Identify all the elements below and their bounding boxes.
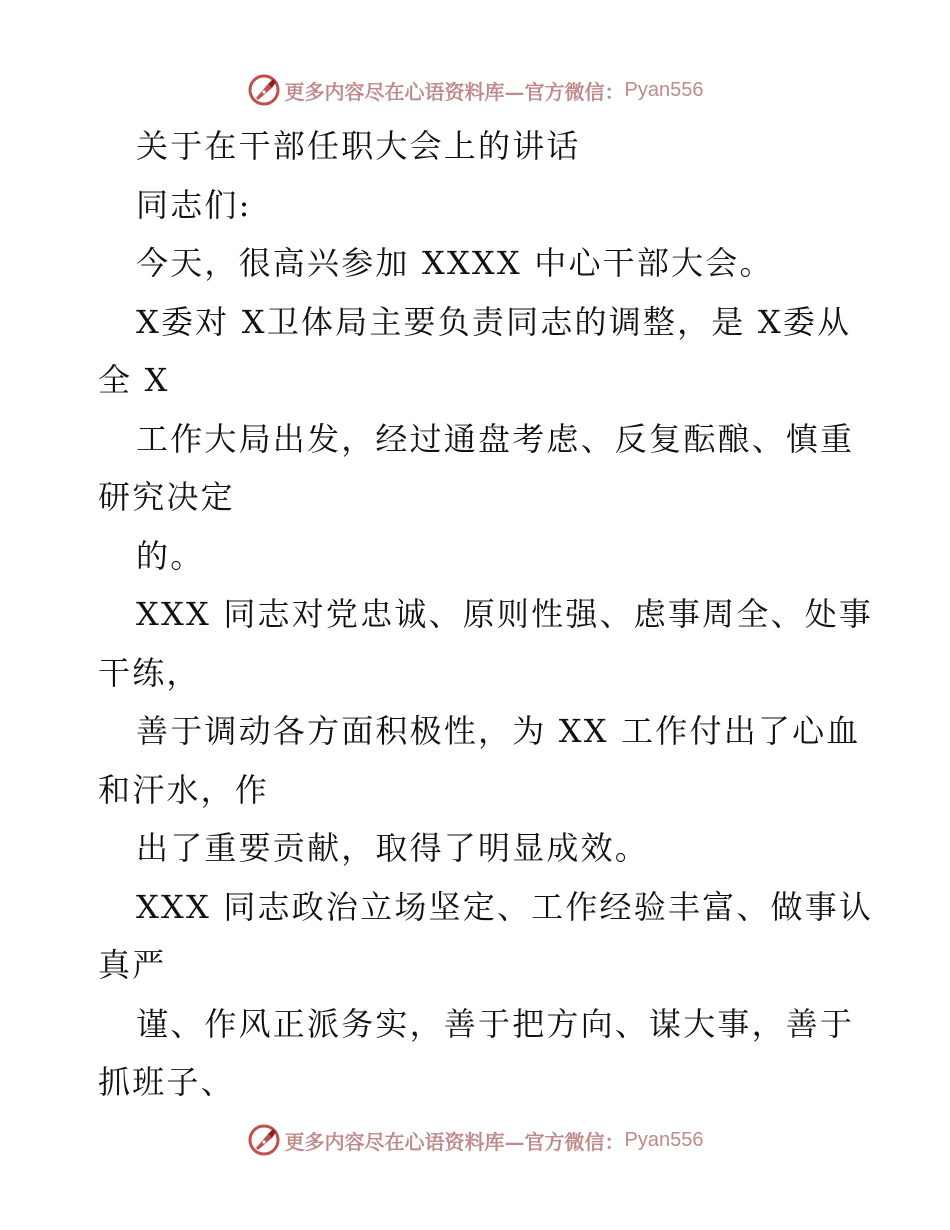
paragraph-line: 干练， [98,653,201,692]
paragraph-line: X委对 X卫体局主要负责同志的调整，是 X委从 [136,302,852,341]
paragraph-line: 抓班子、 [98,1063,235,1101]
document-title: 关于在干部任职大会上的讲话 [136,127,581,165]
paragraph-line: 和汗水，作 [98,770,270,809]
paragraph-line: XXX 同志政治立场坚定、工作经验丰富、做事认 [136,887,874,926]
paragraph-line: 谨、作风正派务实，善于把方向、谋大事，善于 [136,1004,855,1043]
watermark-wechat-id: Pyan556 [624,78,704,101]
pen-nib-logo-icon [247,1123,281,1157]
paragraph-line: 工作大局出发，经过通盘考虑、反复酝酿、慎重 [136,419,855,458]
paragraph-line: 全 X [98,361,170,399]
paragraph-line: 善于调动各方面积极性，为 XX 工作付出了心血 [136,712,861,750]
paragraph-line: 研究决定 [98,478,235,516]
document-body [98,117,874,1112]
footer-watermark [0,1122,950,1158]
paragraph-line: XXX 同志对党忠诚、原则性强、虑事周全、处事 [136,595,874,633]
paragraph-line: 同志们: [136,185,252,224]
paragraph-line: 今天，很高兴参加 XXXX 中心干部大会。 [136,244,774,282]
paragraph-line: 的。 [136,536,205,575]
pen-nib-logo-icon [247,73,281,107]
watermark-text: 更多内容尽在心语资料库—官方微信： [284,1129,625,1154]
header-watermark [0,72,950,108]
paragraph-line: 真严 [98,946,167,984]
watermark-text: 更多内容尽在心语资料库—官方微信： [284,79,625,104]
paragraph-line: 出了重要贡献，取得了明显成效。 [136,829,650,867]
watermark-wechat-id: Pyan556 [624,1128,704,1151]
